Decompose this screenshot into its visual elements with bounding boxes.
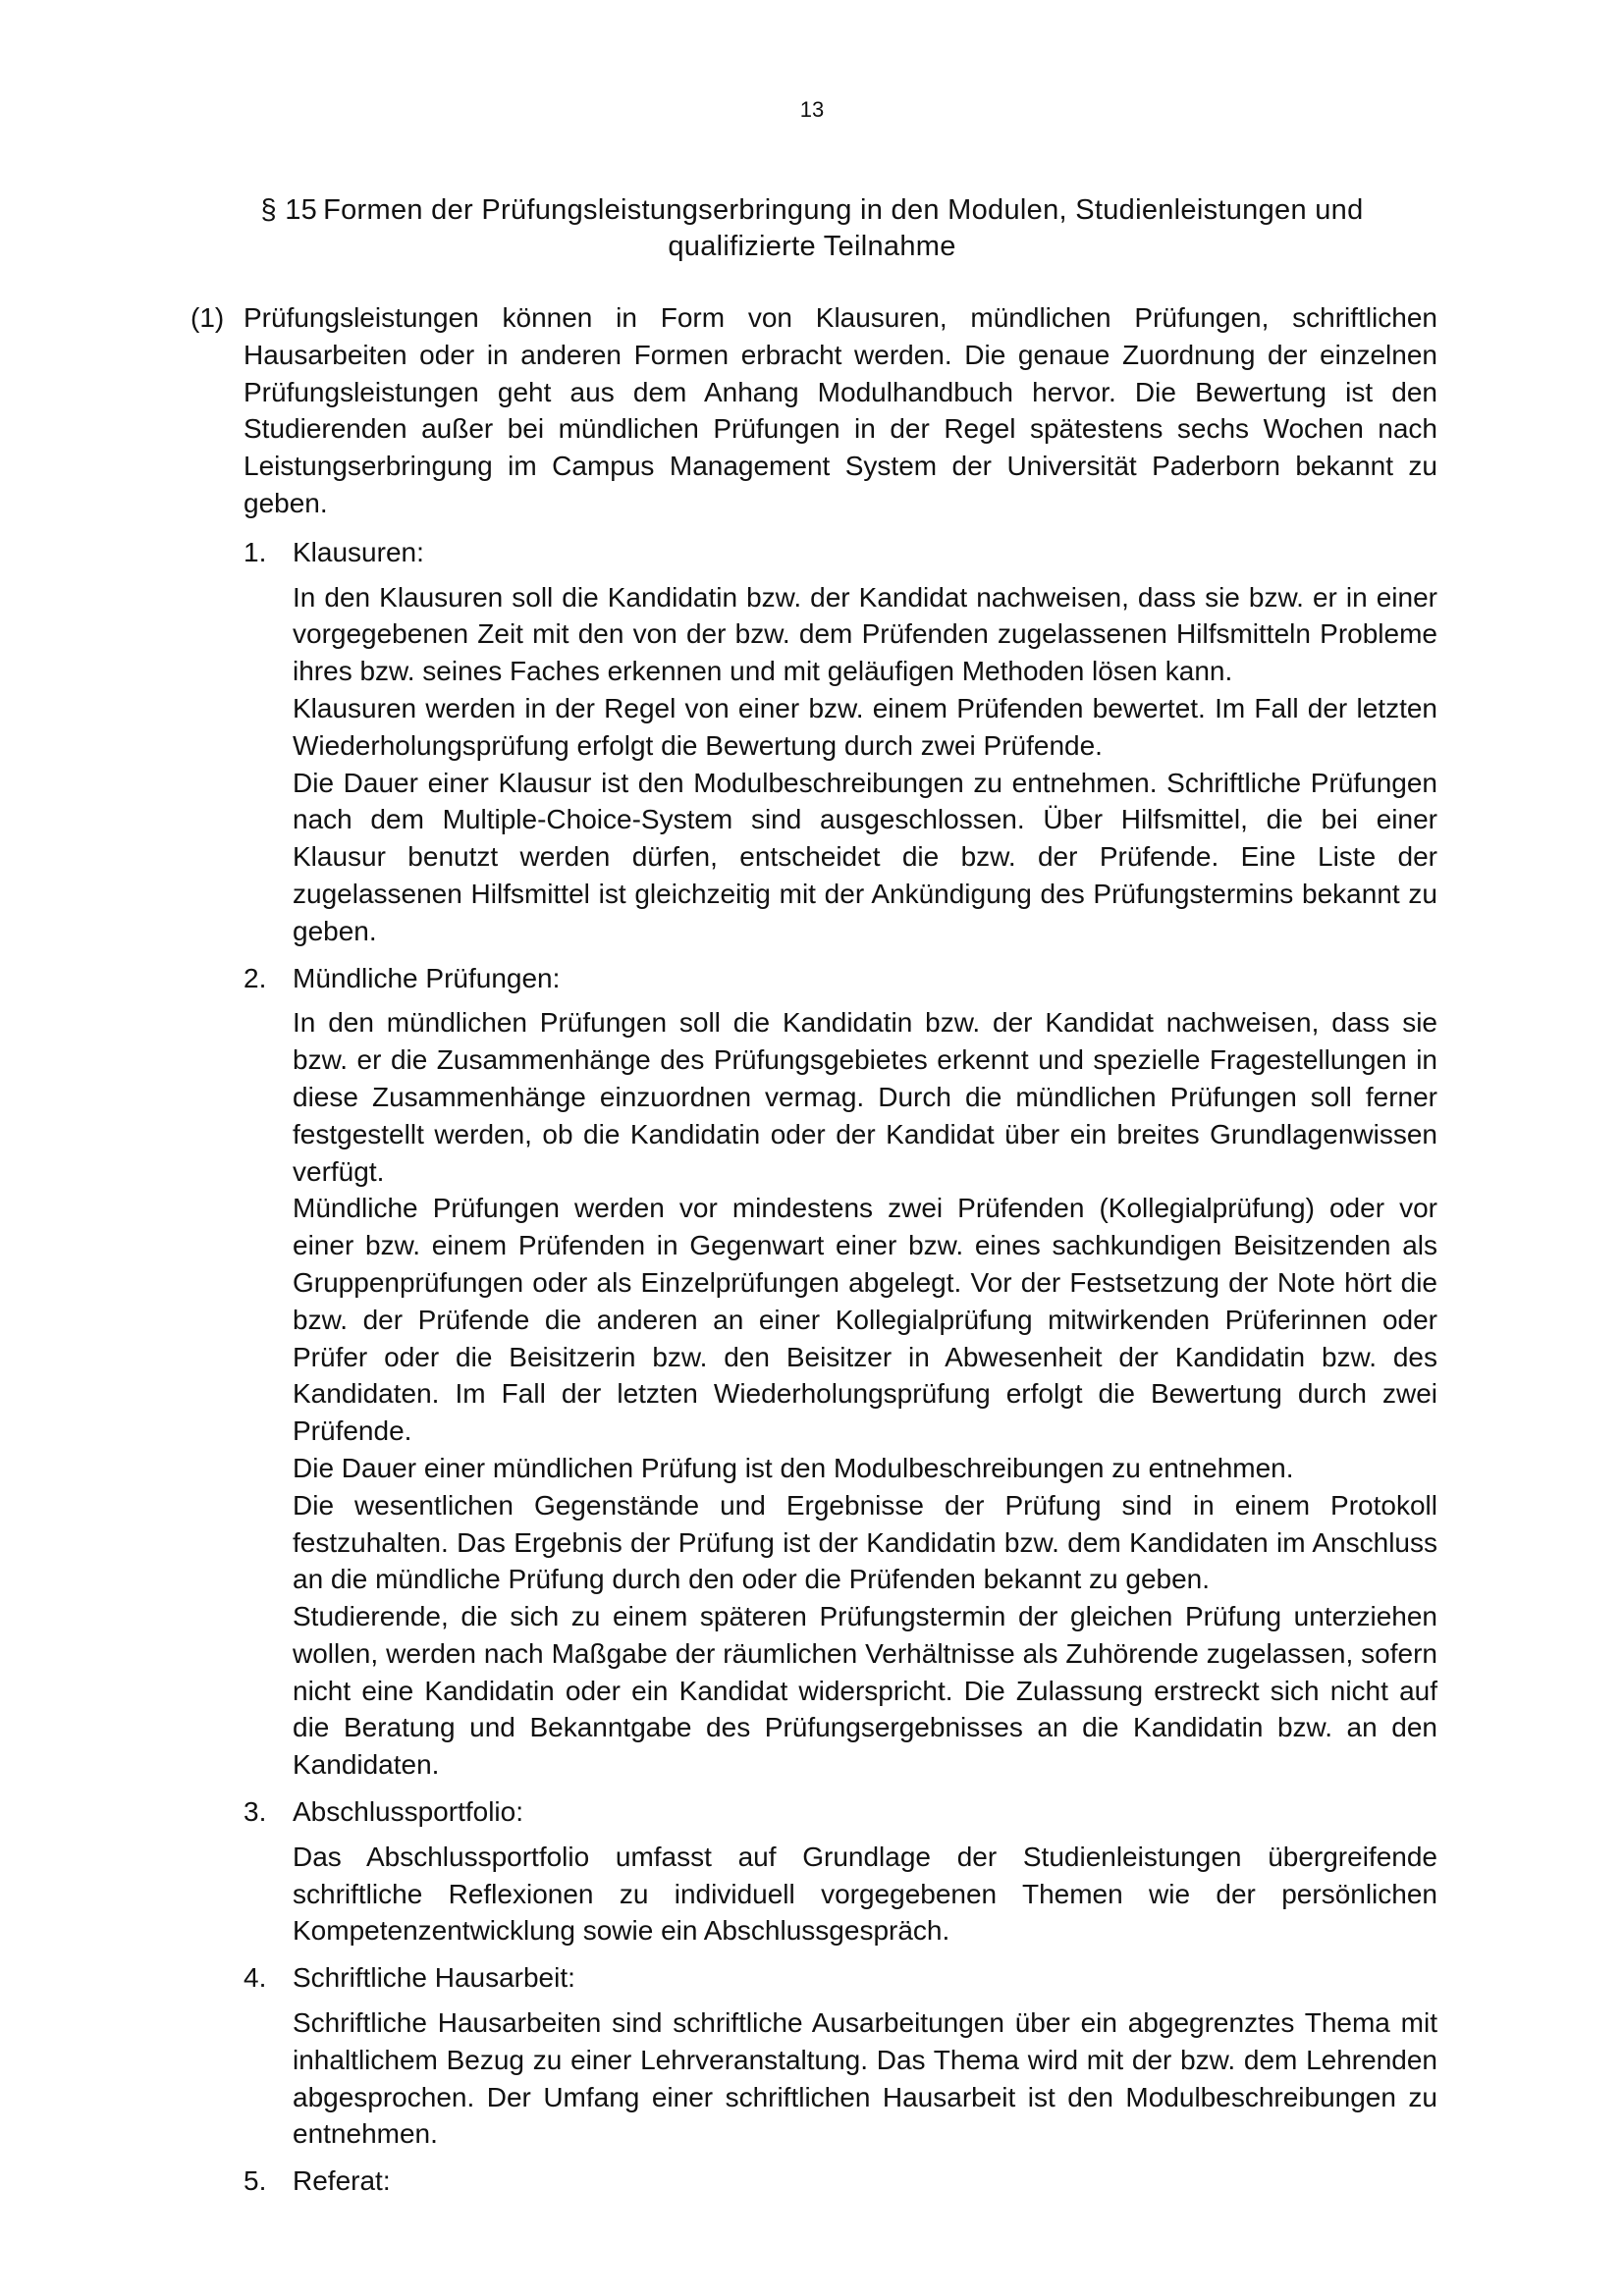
list-item-klausuren (244, 534, 1437, 950)
list-item-paragraph: Die Dauer einer Klausur ist den Modulbeschreibungen zu entnehmen. Schriftliche Prüfungen nach dem Multiple-Choice-System sind ausgeschlossen. Über Hilfsmittel, die bei einer Klausur benutzt werden dürfen, entscheidet die bzw. der Prüfende. Eine Liste der zugelassenen Hilfsmittel ist gleichzeitig mit der Ankündigung des Prüfungstermins bekannt zu geben. (293, 767, 1437, 946)
paragraph-marker: (1) (190, 302, 225, 333)
list-item-paragraph: Studierende, die sich zu einem späteren Prüfungstermin der gleichen Prüfung unterziehen wollen, werden nach Maßgabe der räumlichen Verhältnisse als Zuhörende zugelassen, sofern nicht eine Kandidatin oder ein Kandidat widerspricht. Die Zulassung erstreckt sich nicht auf die Beratung und Bekanntgabe des Prüfungsergebnisses an die Kandidatin bzw. an den Kandidaten. (293, 1601, 1437, 1781)
list-item-heading (244, 1793, 1437, 1831)
list-item-abschlussportfolio (244, 1793, 1437, 1949)
list-item-title: Referat: (293, 2165, 391, 2197)
list-item-referat (244, 2163, 1437, 2200)
list-item-paragraph: Schriftliche Hausarbeiten sind schriftliche Ausarbeitungen über ein abgegrenztes Thema mit inhaltlichem Bezug zu einer Lehrveranstaltung. Das Thema wird mit der bzw. dem Lehrenden abgesprochen. Der Umfang einer schriftlichen Hausarbeit ist den Modulbeschreibungen zu entnehmen. (293, 2007, 1437, 2150)
list-item-paragraph: Klausuren werden in der Regel von einer bzw. einem Prüfenden bewertet. Im Fall der letzten Wiederholungsprüfung erfolgt die Bewertung durch zwei Prüfende. (293, 692, 1437, 761)
list-item-title: Klausuren: (293, 536, 424, 567)
list-item-paragraph: In den mündlichen Prüfungen soll die Kandidatin bzw. der Kandidat nachweisen, dass sie bzw. er die Zusammenhänge des Prüfungsgebietes erkennt und spezielle Fragestellungen in diese Zusammenhänge einzuordnen vermag. Durch die mündlichen Prüfungen soll ferner festgestellt werden, ob die Kandidatin oder der Kandidat über ein breites Grundlagenwissen verfügt. (293, 1007, 1437, 1187)
list-item-number: 5. (244, 2165, 267, 2197)
paragraph-1 (190, 299, 1437, 522)
section-number: § 15 (260, 194, 318, 226)
list-item-paragraph: Die wesentlichen Gegenstände und Ergebnisse der Prüfung sind in einem Protokoll festzuhalten. Das Ergebnis der Prüfung ist der Kandidatin bzw. dem Kandidaten im Anschluss an die mündliche Prüfung durch den oder die Prüfenden bekannt zu geben. (293, 1489, 1437, 1595)
list-item-schriftliche-hausarbeit (244, 1959, 1437, 2153)
list-item-heading (244, 960, 1437, 997)
list-item-title: Abschlussportfolio: (293, 1796, 524, 1828)
list-item-body (293, 1004, 1437, 1784)
list-item-paragraph: In den Klausuren soll die Kandidatin bzw. der Kandidat nachweisen, dass sie bzw. er in einer vorgegebenen Zeit mit den von der bzw. dem Prüfenden zugelassenen Hilfsmitteln Probleme ihres bzw. seines Faches erkennen und mit geläufigen Methoden lösen kann. (293, 581, 1437, 687)
paragraph-text: Prüfungsleistungen können in Form von Klausuren, mündlichen Prüfungen, schriftlichen Hausarbeiten oder in anderen Formen erbracht werden. Die genaue Zuordnung der einzelnen Prüfungsleistungen geht aus dem Anhang Modulhandbuch hervor. Die Bewertung ist den Studierenden außer bei mündlichen Prüfungen in der Regel spätestens sechs Wochen nach Leistungserbringung im Campus Management System der Universität Paderborn bekannt zu geben. (244, 302, 1437, 518)
list-item-number: 4. (244, 1962, 267, 1994)
examination-forms-list (244, 534, 1437, 2200)
list-item-body (293, 579, 1437, 950)
list-item-heading (244, 534, 1437, 571)
page-number: 13 (799, 97, 825, 122)
document-body (190, 299, 1437, 2210)
list-item-number: 3. (244, 1796, 267, 1828)
section-title: Formen der Prüfungsleistungserbringung in den Modulen, Studienleistungen und qualifizierte Teilnahme (323, 194, 1364, 262)
list-item-title: Schriftliche Hausarbeit: (293, 1962, 575, 1994)
list-item-heading (244, 1959, 1437, 1997)
list-item-body (293, 2004, 1437, 2153)
list-item-paragraph: Mündliche Prüfungen werden vor mindestens zwei Prüfenden (Kollegialprüfung) oder vor einer bzw. einem Prüfenden in Gegenwart einer bzw. eines sachkundigen Beisitzenden als Gruppenprüfungen oder als Einzelprüfungen abgelegt. Vor der Festsetzung der Note hört die bzw. der Prüfende die anderen an einer Kollegialprüfung mitwirkenden Prüferinnen oder Prüfer oder die Beisitzerin bzw. den Beisitzer in Abwesenheit der Kandidatin bzw. des Kandidaten. Im Fall der letzten Wiederholungsprüfung erfolgt die Bewertung durch zwei Prüfende. (293, 1193, 1437, 1447)
list-item-number: 2. (244, 962, 267, 993)
list-item-number: 1. (244, 536, 267, 567)
list-item-body (293, 1839, 1437, 1949)
list-item-paragraph: Die Dauer einer mündlichen Prüfung ist den Modulbeschreibungen zu entnehmen. (293, 1452, 1294, 1483)
list-item-paragraph: Das Abschlussportfolio umfasst auf Grundlage der Studienleistungen übergreifende schriftliche Reflexionen zu individuell vorgegebenen Themen wie der persönlichen Kompetenzentwicklung sowie ein Abschlussgespräch. (293, 1841, 1437, 1947)
list-item-muendliche-pruefungen (244, 960, 1437, 1785)
list-item-heading (244, 2163, 1437, 2200)
section-heading (196, 192, 1428, 265)
list-item-title: Mündliche Prüfungen: (293, 962, 561, 993)
